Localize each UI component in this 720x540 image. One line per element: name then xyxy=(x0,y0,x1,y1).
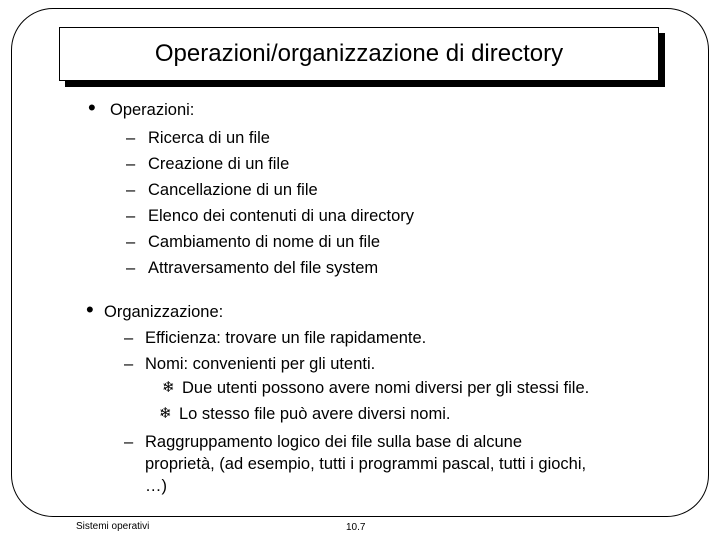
title-box xyxy=(59,27,659,81)
dash-marker: – xyxy=(126,233,136,251)
bullet-icon: • xyxy=(88,95,96,120)
footer-page-number: 10.7 xyxy=(346,522,366,533)
list-item: Attraversamento del file system xyxy=(148,259,379,277)
list-item: Ricerca di un file xyxy=(148,129,270,147)
list-item: Elenco dei contenuti di una directory xyxy=(148,207,414,225)
snowflake-icon: ❄ xyxy=(159,405,172,422)
section-heading-organizzazione: Organizzazione: xyxy=(104,303,224,321)
bullet-icon: • xyxy=(86,297,94,322)
list-item: Raggruppamento logico dei file sulla base di alcune xyxy=(145,433,522,451)
section-heading-operazioni: Operazioni: xyxy=(110,101,195,119)
sub-list-item: Due utenti possono avere nomi diversi per gli stessi file. xyxy=(182,379,590,397)
dash-marker: – xyxy=(124,355,134,373)
dash-marker: – xyxy=(126,129,136,147)
dash-marker: – xyxy=(126,259,136,277)
dash-marker: – xyxy=(126,181,136,199)
list-item: Cancellazione di un file xyxy=(148,181,318,199)
list-item-continuation: proprietà, (ad esempio, tutti i programmi pascal, tutti i giochi, xyxy=(145,455,587,473)
snowflake-icon: ❄ xyxy=(162,379,175,396)
list-item: Creazione di un file xyxy=(148,155,290,173)
dash-marker: – xyxy=(124,329,134,347)
dash-marker: – xyxy=(124,433,134,451)
list-item: Nomi: convenienti per gli utenti. xyxy=(145,355,376,373)
list-item: Efficienza: trovare un file rapidamente. xyxy=(145,329,427,347)
dash-marker: – xyxy=(126,207,136,225)
sub-list-item: Lo stesso file può avere diversi nomi. xyxy=(179,405,451,423)
slide-title: Operazioni/organizzazione di directory xyxy=(154,40,564,67)
footer-course-name: Sistemi operativi xyxy=(76,521,150,532)
dash-marker: – xyxy=(126,155,136,173)
list-item-continuation: …) xyxy=(145,477,167,495)
list-item: Cambiamento di nome di un file xyxy=(148,233,381,251)
